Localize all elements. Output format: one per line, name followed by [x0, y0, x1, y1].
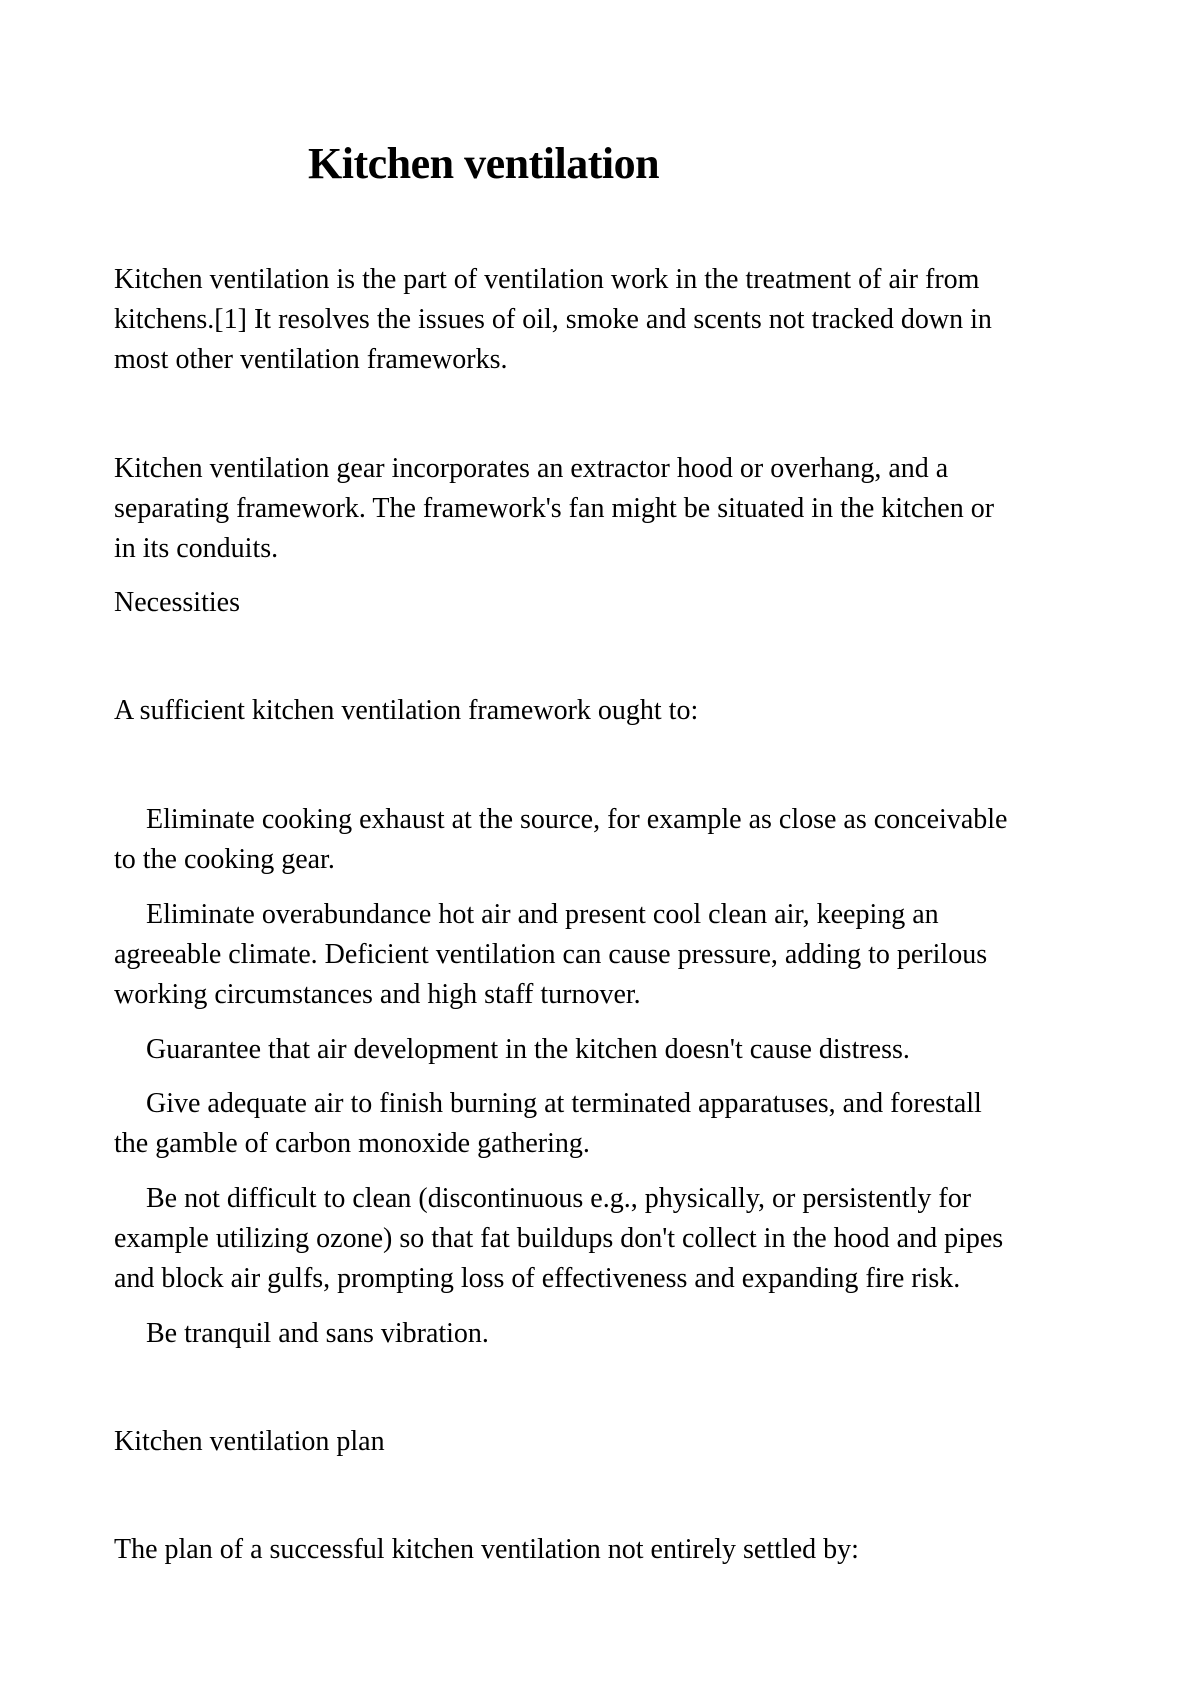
- requirement-line: working circumstances and high staff turnover.: [114, 979, 641, 1010]
- requirement-item: [114, 1179, 1094, 1299]
- necessities-lead-text: A sufficient kitchen ventilation framework ought to:: [114, 695, 699, 726]
- requirement-line: Eliminate cooking exhaust at the source, for example as close as conceivable: [146, 804, 1008, 835]
- requirement-item: [114, 895, 1094, 1015]
- plan-heading-text: Kitchen ventilation plan: [114, 1426, 385, 1457]
- requirement-line: Guarantee that air development in the kitchen doesn't cause distress.: [146, 1034, 910, 1065]
- plan-heading: [114, 1422, 1094, 1462]
- necessities-heading-text: Necessities: [114, 587, 240, 618]
- intro-paragraph: [114, 260, 1094, 380]
- requirement-item: [114, 1314, 1094, 1354]
- necessities-lead: [114, 691, 1094, 731]
- requirement-line: agreeable climate. Deficient ventilation can cause pressure, adding to perilous: [114, 939, 988, 970]
- requirement-item: [114, 1030, 1094, 1070]
- equipment-line: Kitchen ventilation gear incorporates an extractor hood or overhang, and a: [114, 453, 949, 484]
- requirement-line: the gamble of carbon monoxide gathering.: [114, 1128, 590, 1159]
- requirement-item: [114, 1084, 1094, 1164]
- intro-line: most other ventilation frameworks.: [114, 344, 508, 375]
- requirement-line: example utilizing ozone) so that fat buildups don't collect in the hood and pipes: [114, 1223, 1004, 1254]
- requirement-line: Give adequate air to finish burning at terminated apparatuses, and forestall: [146, 1088, 982, 1119]
- plan-lead: [114, 1530, 1094, 1570]
- requirement-item: [114, 800, 1094, 880]
- requirement-line: Be tranquil and sans vibration.: [146, 1318, 489, 1349]
- requirement-line: Be not difficult to clean (discontinuous e.g., physically, or persistently for: [146, 1183, 972, 1214]
- requirement-line: and block air gulfs, prompting loss of effectiveness and expanding fire risk.: [114, 1263, 961, 1294]
- plan-lead-text: The plan of a successful kitchen ventilation not entirely settled by:: [114, 1534, 859, 1565]
- necessities-heading: [114, 583, 1094, 623]
- intro-line: Kitchen ventilation is the part of ventilation work in the treatment of air from: [114, 264, 980, 295]
- document-title: Kitchen ventilation: [308, 139, 660, 188]
- requirement-line: to the cooking gear.: [114, 844, 335, 875]
- equipment-line: in its conduits.: [114, 533, 279, 564]
- equipment-paragraph: [114, 449, 1094, 569]
- equipment-line: separating framework. The framework's fan might be situated in the kitchen or: [114, 493, 995, 524]
- requirement-line: Eliminate overabundance hot air and present cool clean air, keeping an: [146, 899, 939, 930]
- intro-line: kitchens.[1] It resolves the issues of oil, smoke and scents not tracked down in: [114, 304, 992, 335]
